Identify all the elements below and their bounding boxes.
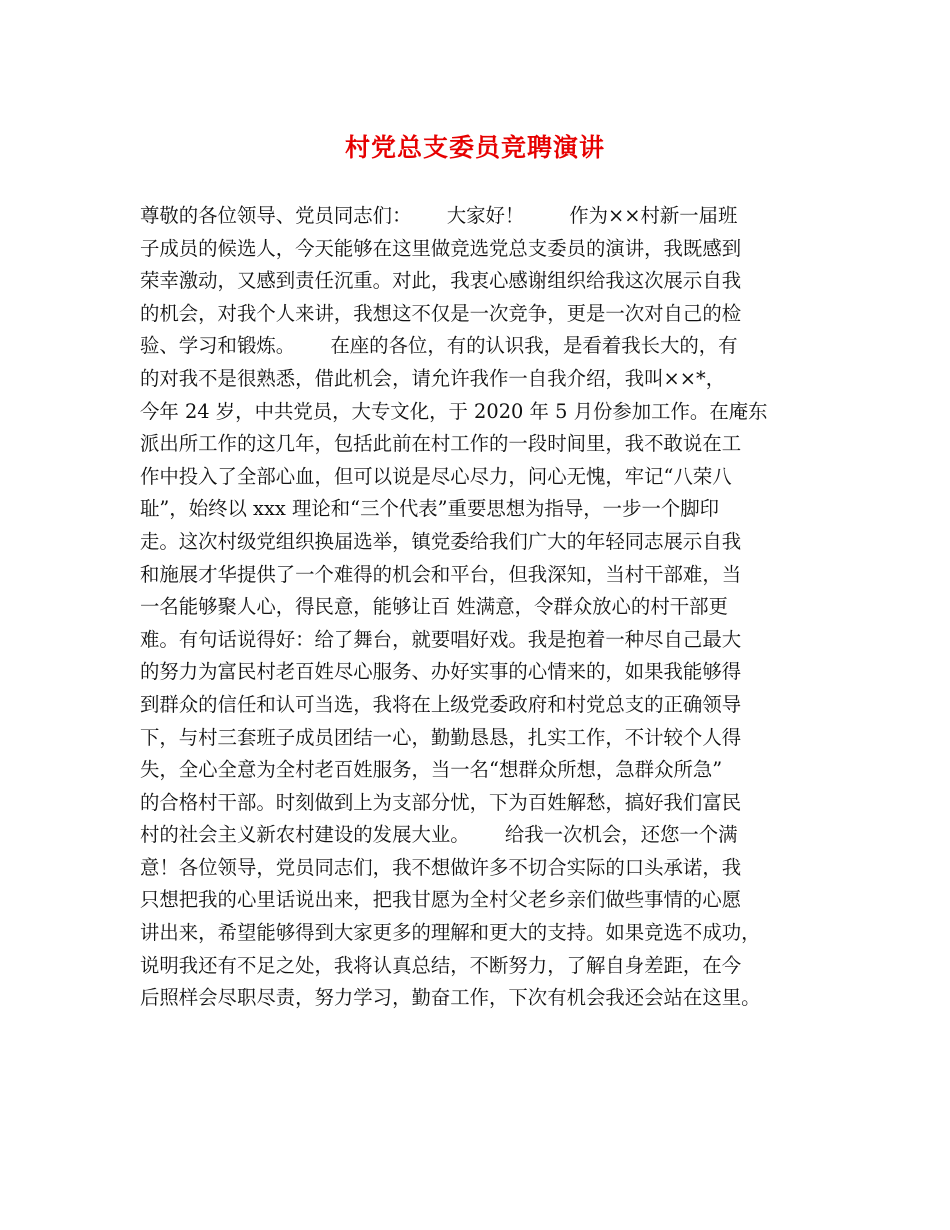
text-line: 派出所工作的这几年，包括此前在村工作的一段时间里，我不敢说在工 bbox=[140, 432, 742, 456]
text-line: 和施展才华提供了一个难得的机会和平台，但我深知，当村干部难，当 bbox=[140, 562, 742, 586]
text-line: 的机会，对我个人来讲，我想这不仅是一次竞争，更是一次对自己的检 bbox=[140, 301, 742, 325]
text-line: 意！各位领导，党员同志们，我不想做许多不切合实际的口头承诺，我 bbox=[140, 855, 742, 879]
text-line: 难。有句话说得好：给了舞台，就要唱好戏。我是抱着一种尽自己最大 bbox=[140, 627, 742, 651]
text-line: 走。这次村级党组织换届选举，镇党委给我们广大的年轻同志展示自我 bbox=[140, 529, 742, 553]
text-line: 的对我不是很熟悉，借此机会，请允许我作一自我介绍，我叫××*， bbox=[140, 366, 726, 390]
text-line: 失，全心全意为全村老百姓服务，当一名“想群众所想，急群众所急” bbox=[140, 758, 723, 782]
text-line: 说明我还有不足之处，我将认真总结，不断努力，了解自身差距，在今 bbox=[140, 953, 742, 977]
text-line: 只想把我的心里话说出来，把我甘愿为全村父老乡亲们做些事情的心愿 bbox=[140, 888, 742, 912]
text-line: 后照样会尽职尽责，努力学习，勤奋工作，下次有机会我还会站在这里。 bbox=[140, 986, 761, 1010]
text-line: 下，与村三套班子成员团结一心，勤勤恳恳，扎实工作，不计较个人得 bbox=[140, 725, 742, 749]
text-line: 验、学习和锻炼。 在座的各位，有的认识我，是看着我长大的，有 bbox=[140, 334, 738, 358]
text-line: 的努力为富民村老百姓尽心服务、办好实事的心情来的，如果我能够得 bbox=[140, 660, 742, 684]
text-line: 村的社会主义新农村建设的发展大业。 给我一次机会，还您一个满 bbox=[140, 823, 738, 847]
text-line: 的合格村干部。时刻做到上为支部分忧，下为百姓解愁，搞好我们富民 bbox=[140, 790, 742, 814]
text-line: 讲出来，希望能够得到大家更多的理解和更大的支持。如果竞选不成功， bbox=[140, 921, 761, 945]
text-line: 尊敬的各位领导、党员同志们： 大家好！ 作为××村新一届班 bbox=[140, 204, 738, 227]
text-line: 今年 24 岁，中共党员，大专文化，于 2020 年 5 月份参加工作。在庵东 bbox=[140, 399, 768, 423]
document-title: 村党总支委员竞聘演讲 bbox=[344, 133, 605, 162]
text-line: 子成员的候选人，今天能够在这里做竞选党总支委员的演讲，我既感到 bbox=[140, 236, 742, 260]
text-line: 到群众的信任和认可当选，我将在上级党委政府和村党总支的正确领导 bbox=[140, 692, 742, 716]
text-line: 耻”，始终以 xxx 理论和“三个代表”重要思想为指导，一步一个脚印 bbox=[140, 497, 720, 521]
text-line: 作中投入了全部心血，但可以说是尽心尽力，问心无愧，牢记“八荣八 bbox=[140, 464, 732, 488]
text-line: 一名能够聚人心，得民意，能够让百 姓满意，令群众放心的村干部更 bbox=[140, 595, 728, 619]
text-line: 荣幸激动，又感到责任沉重。对此，我衷心感谢组织给我这次展示自我 bbox=[140, 269, 742, 293]
document-body bbox=[140, 200, 820, 1015]
